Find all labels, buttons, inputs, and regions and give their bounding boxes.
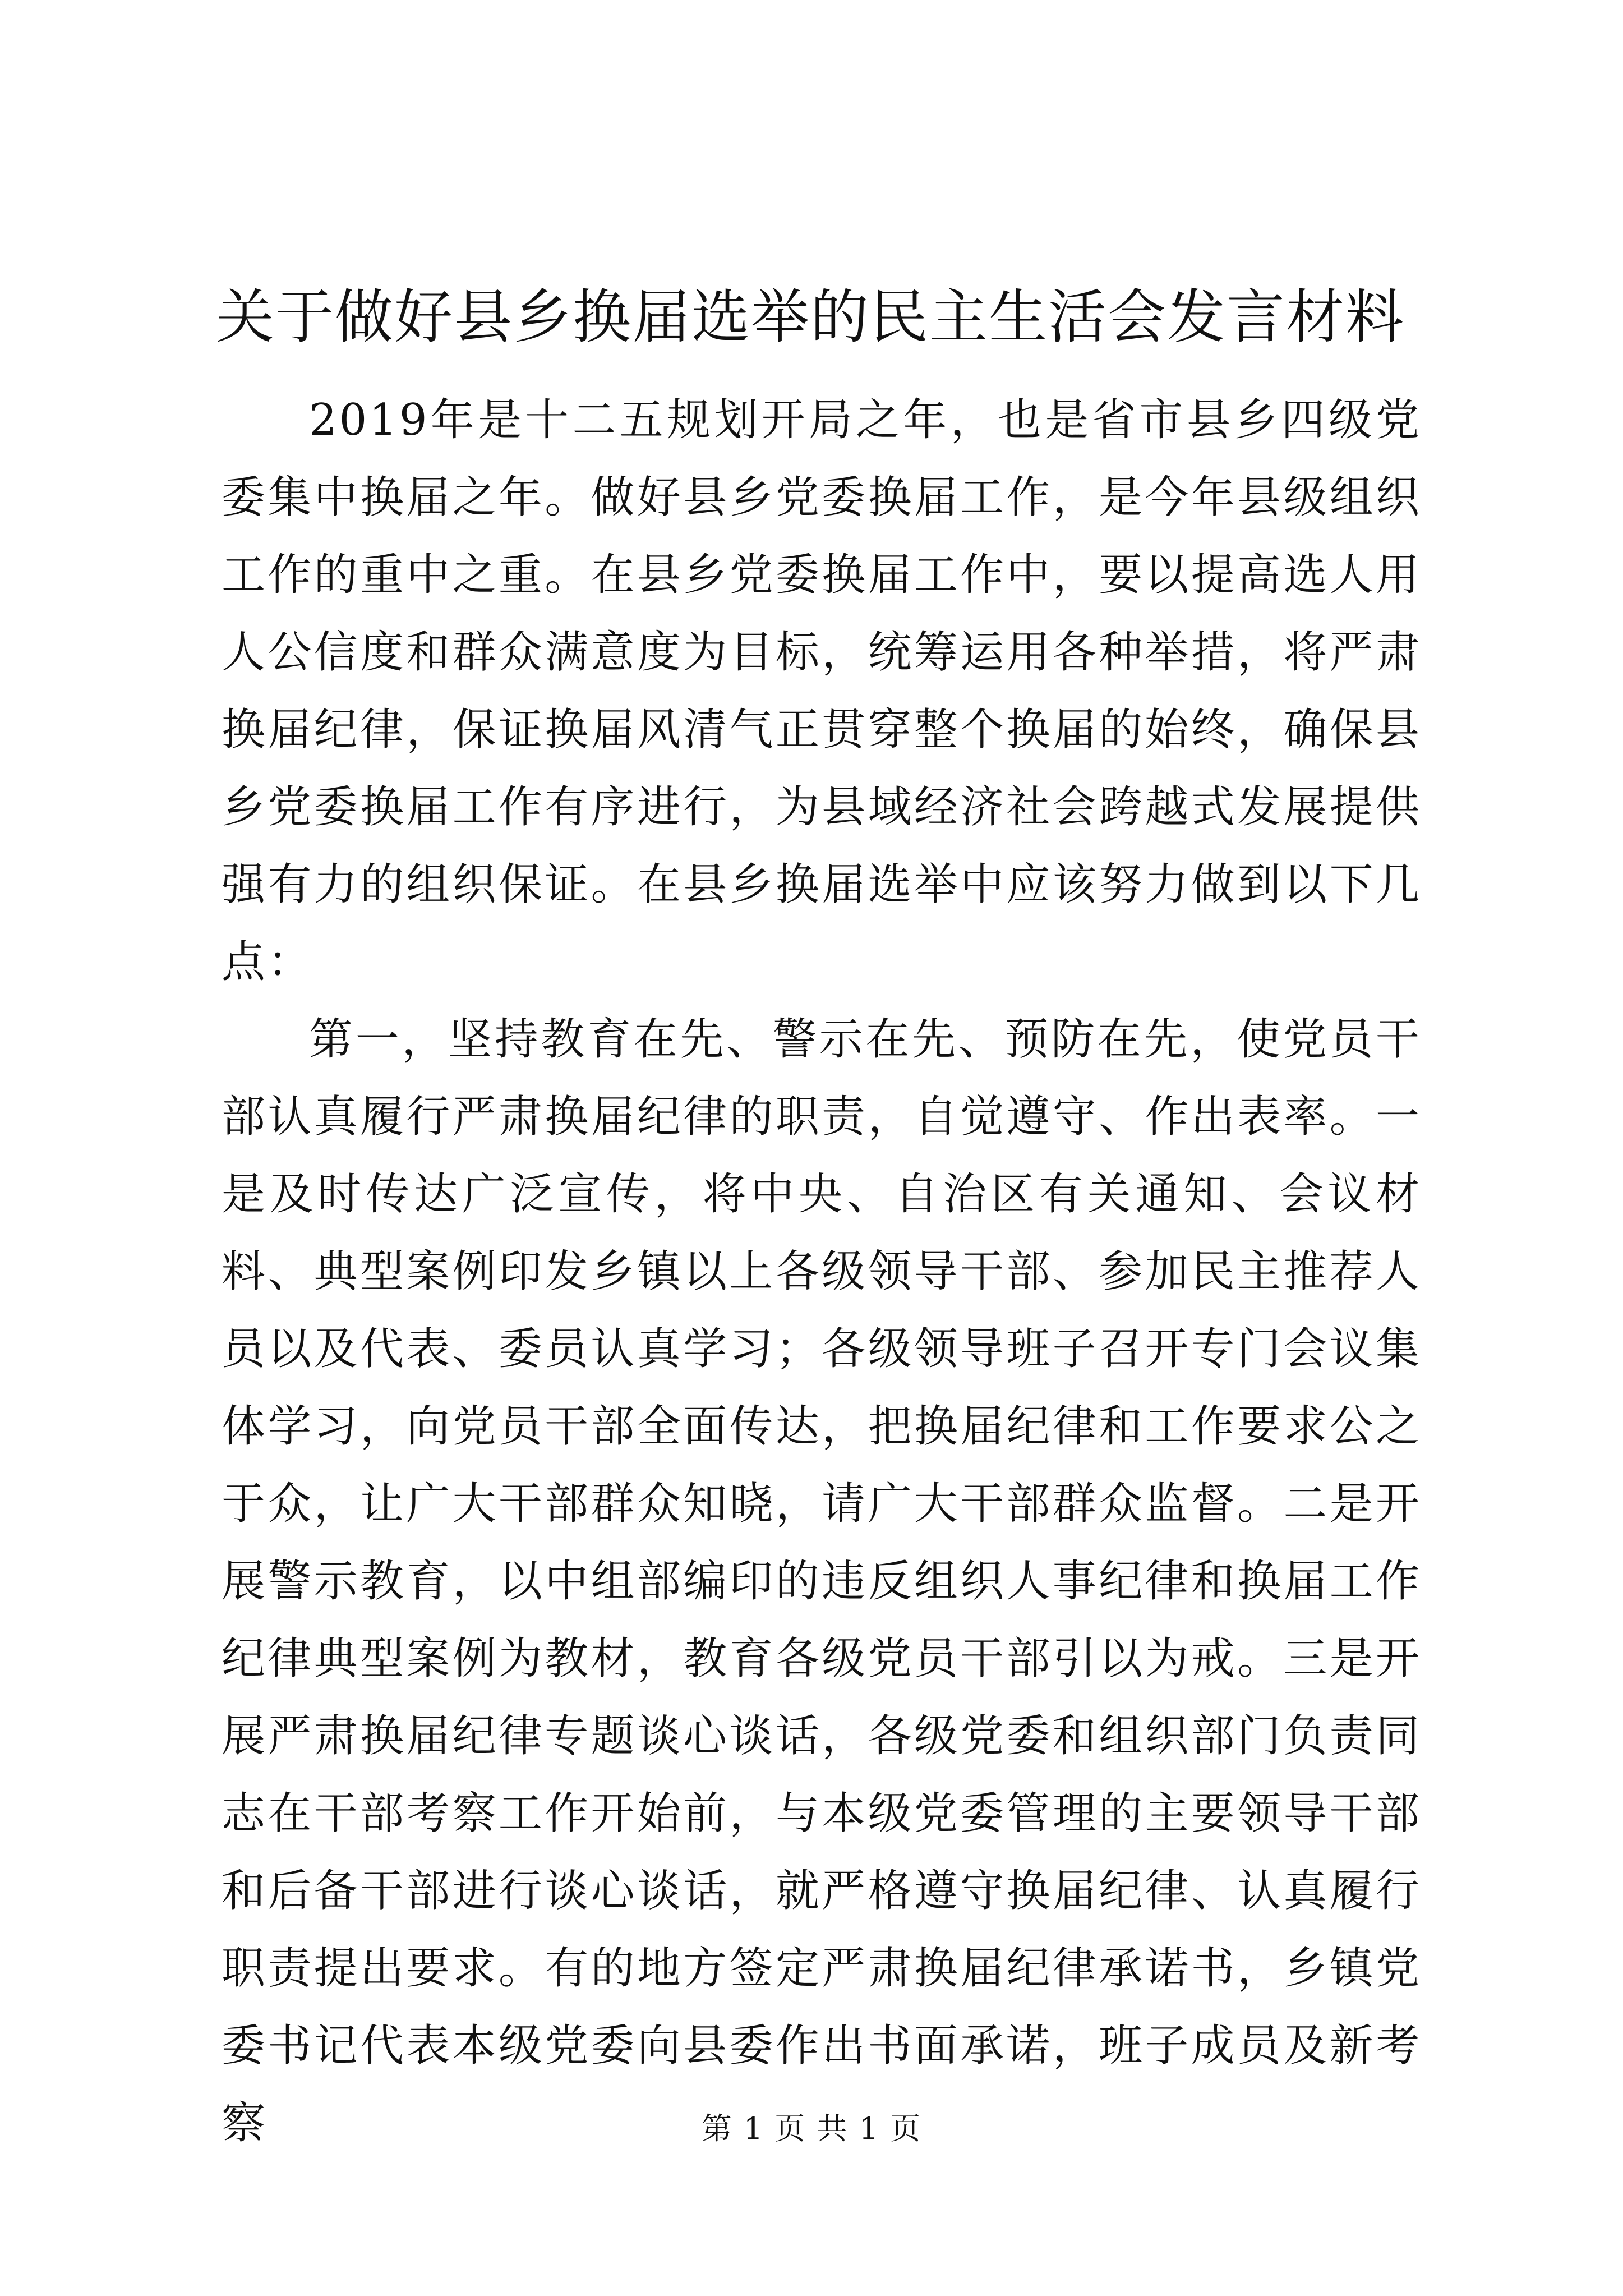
- document-body: [222, 381, 1422, 2162]
- page-number-footer: 第 1 页 共 1 页: [701, 2111, 922, 2146]
- document-title: 关于做好县乡换届选举的民主生活会发言材料: [216, 283, 1405, 351]
- paragraph-first-point: 第一，坚持教育在先、警示在先、预防在先，使党员干部认真履行严肃换届纪律的职责，自觉遵守、作出表率。一是及时传达广泛宣传，将中央、自治区有关通知、会议材料、典型案例印发乡镇以上各级领导干部、参加民主推荐人员以及代表、委员认真学习；各级领导班子召开专门会议集体学习，向党员干部全面传达，把换届纪律和工作要求公之于众，让广大干部群众知晓，请广大干部群众监督。二是开展警示教育，以中组部编印的违反组织人事纪律和换届工作纪律典型案例为教材，教育各级党员干部引以为戒。三是开展严肃换届纪律专题谈心谈话，各级党委和组织部门负责同志在干部考察工作开始前，与本级党委管理的主要领导干部和后备干部进行谈心谈话，就严格遵守换届纪律、认真履行职责提出要求。有的地方签定严肃换届纪律承诺书，乡镇党委书记代表本级党委向县委作出书面承诺，班子成员及新考察: [222, 1014, 1422, 2148]
- paragraph-intro: 2019年是十二五规划开局之年，也是省市县乡四级党委集中换届之年。做好县乡党委换届工作，是今年县级组织工作的重中之重。在县乡党委换届工作中，要以提高选人用人公信度和群众满意度为目标，统筹运用各种举措，将严肃换届纪律，保证换届风清气正贯穿整个换届的始终，确保县乡党委换届工作有序进行，为县域经济社会跨越式发展提供强有力的组织保证。在县乡换届选举中应该努力做到以下几点：: [222, 395, 1422, 987]
